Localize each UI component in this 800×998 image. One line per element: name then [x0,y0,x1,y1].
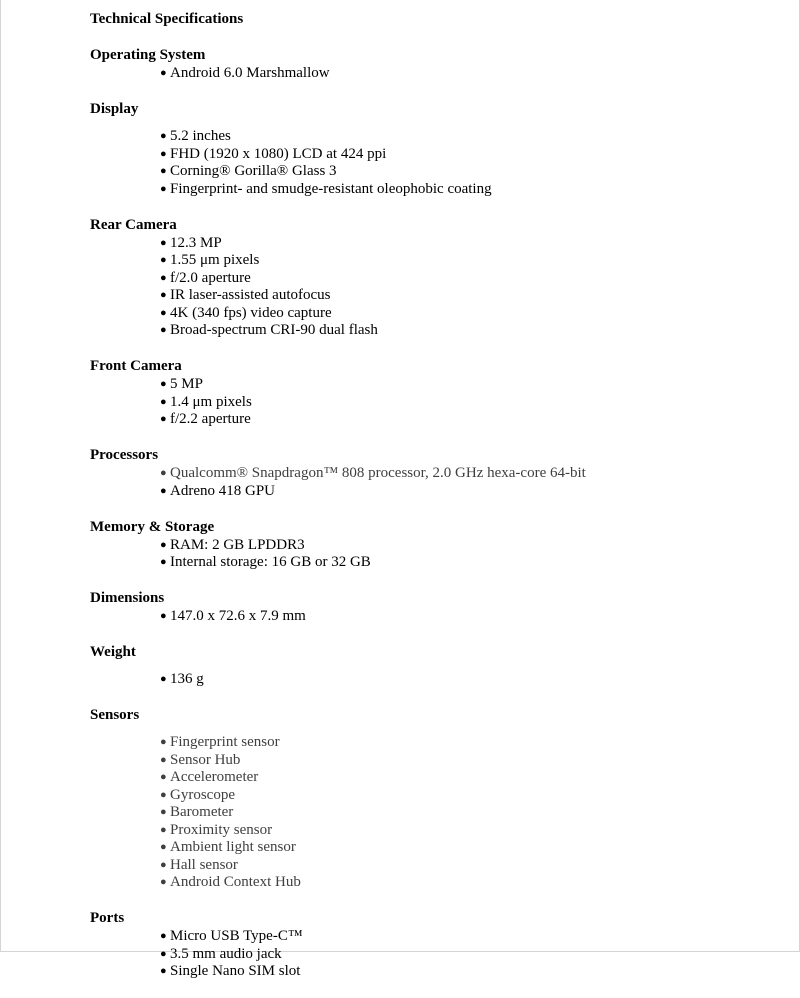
item-text: Proximity sensor [170,821,273,838]
item-text: FHD (1920 x 1080) LCD at 424 ppi [170,145,387,162]
bullet-icon: ● [160,771,167,783]
item-text: 5.2 inches [170,128,231,144]
list-item [90,305,780,323]
bullet-icon: ● [160,182,167,195]
list-item [90,839,780,857]
section-heading: Sensors [90,707,140,723]
list-item [90,752,780,770]
item-text: Single Nano SIM slot [170,963,301,979]
section-heading: Weight [90,644,136,660]
section-heading: Ports [90,910,125,926]
bullet-icon: ● [160,965,167,977]
list-item [90,411,780,429]
list-item [90,483,780,501]
bullet-icon: ● [160,147,167,160]
spec-document [90,10,780,998]
list-item [90,376,780,394]
list-item [90,734,780,752]
item-text: Hall sensor [170,856,238,873]
section-heading: Dimensions [90,590,165,606]
item-text: f/2.0 aperture [170,269,251,286]
item-text: 1.55 μm pixels [170,252,260,268]
section-processors [90,446,780,500]
bullet-icon: ● [160,413,167,425]
list-item [90,608,780,626]
list-item [90,252,780,270]
list-item [90,235,780,253]
bullet-icon: ● [160,930,167,942]
bullet-icon: ● [160,467,167,479]
section-rear-camera [90,216,780,340]
bullet-icon: ● [160,610,167,622]
list-item [90,963,780,981]
list-item [90,128,780,146]
item-text: Barometer [170,804,234,820]
bullet-icon: ● [160,876,167,888]
item-text: Sensor Hub [170,751,241,768]
list-item [90,874,780,892]
item-text: IR laser-assisted autofocus [170,287,331,303]
bullet-icon: ● [160,736,167,748]
list-item [90,822,780,840]
section-heading: Operating System [90,47,206,63]
list-item [90,322,780,340]
section-operating-system [90,46,780,83]
item-text: Internal storage: 16 GB or 32 GB [170,554,371,570]
item-text: Adreno 418 GPU [170,482,275,499]
section-display [90,100,780,198]
bullet-icon: ● [160,395,167,408]
list-item [90,270,780,288]
section-front-camera [90,357,780,429]
item-text: Accelerometer [170,769,259,785]
bullet-icon: ● [160,306,167,319]
bullet-icon: ● [160,753,167,766]
item-text: Broad-spectrum CRI-90 dual flash [170,322,378,338]
item-text: f/2.2 aperture [170,411,251,427]
list-item [90,671,780,689]
list-item [90,181,780,199]
list-item [90,287,780,305]
item-text: 136 g [170,671,204,687]
section-memory-storage [90,518,780,572]
item-text: Gyroscope [170,786,235,803]
bullet-icon: ● [160,823,167,836]
bullet-icon: ● [160,556,167,568]
item-text: Fingerprint- and smudge-resistant oleophobic coating [170,180,492,197]
item-text: Ambient light sensor [170,839,296,855]
section-sensors [90,706,780,892]
bullet-icon: ● [160,841,167,853]
item-text: Micro USB Type-C™ [170,928,303,944]
page-title: Technical Specifications [90,11,244,27]
section-heading: Rear Camera [90,216,177,233]
item-text: 147.0 x 72.6 x 7.9 mm [170,608,306,624]
bullet-icon: ● [160,788,167,801]
list-item [90,857,780,875]
bullet-icon: ● [160,538,167,551]
list-item [90,537,780,555]
list-item [90,65,780,83]
section-weight [90,643,780,689]
item-text: Fingerprint sensor [170,734,280,750]
item-text: 5 MP [170,376,203,392]
bullet-icon: ● [160,806,167,818]
list-item [90,928,780,946]
list-item [90,146,780,164]
section-dimensions [90,589,780,626]
item-text: 4K (340 fps) video capture [170,304,332,321]
item-text: Qualcomm® Snapdragon™ 808 processor, 2.0 GHz hexa-core 64-bit [170,465,586,481]
list-item [90,946,780,964]
bullet-icon: ● [160,165,167,177]
bullet-icon: ● [160,289,167,301]
item-text: Corning® Gorilla® Glass 3 [170,163,337,179]
bullet-icon: ● [160,130,167,142]
item-text: Android Context Hub [170,874,301,890]
item-text: 12.3 MP [170,234,222,251]
bullet-icon: ● [160,254,167,266]
bullet-icon: ● [160,378,167,390]
section-heading: Front Camera [90,358,182,374]
section-heading: Memory & Storage [90,518,215,535]
bullet-icon: ● [160,947,167,960]
bullet-icon: ● [160,67,167,79]
list-item [90,554,780,572]
list-item [90,804,780,822]
bullet-icon: ● [160,271,167,284]
item-text: Android 6.0 Marshmallow [170,65,330,81]
section-heading: Display [90,101,139,117]
section-heading: Processors [90,447,159,463]
bullet-icon: ● [160,858,167,871]
list-item [90,769,780,787]
list-item [90,163,780,181]
bullet-icon: ● [160,484,167,497]
item-text: 1.4 μm pixels [170,393,252,410]
section-ports [90,909,780,981]
bullet-icon: ● [160,324,167,336]
list-item [90,787,780,805]
bullet-icon: ● [160,236,167,249]
item-text: 3.5 mm audio jack [170,945,282,962]
bullet-icon: ● [160,673,167,685]
item-text: RAM: 2 GB LPDDR3 [170,536,305,553]
list-item [90,394,780,412]
list-item [90,465,780,483]
